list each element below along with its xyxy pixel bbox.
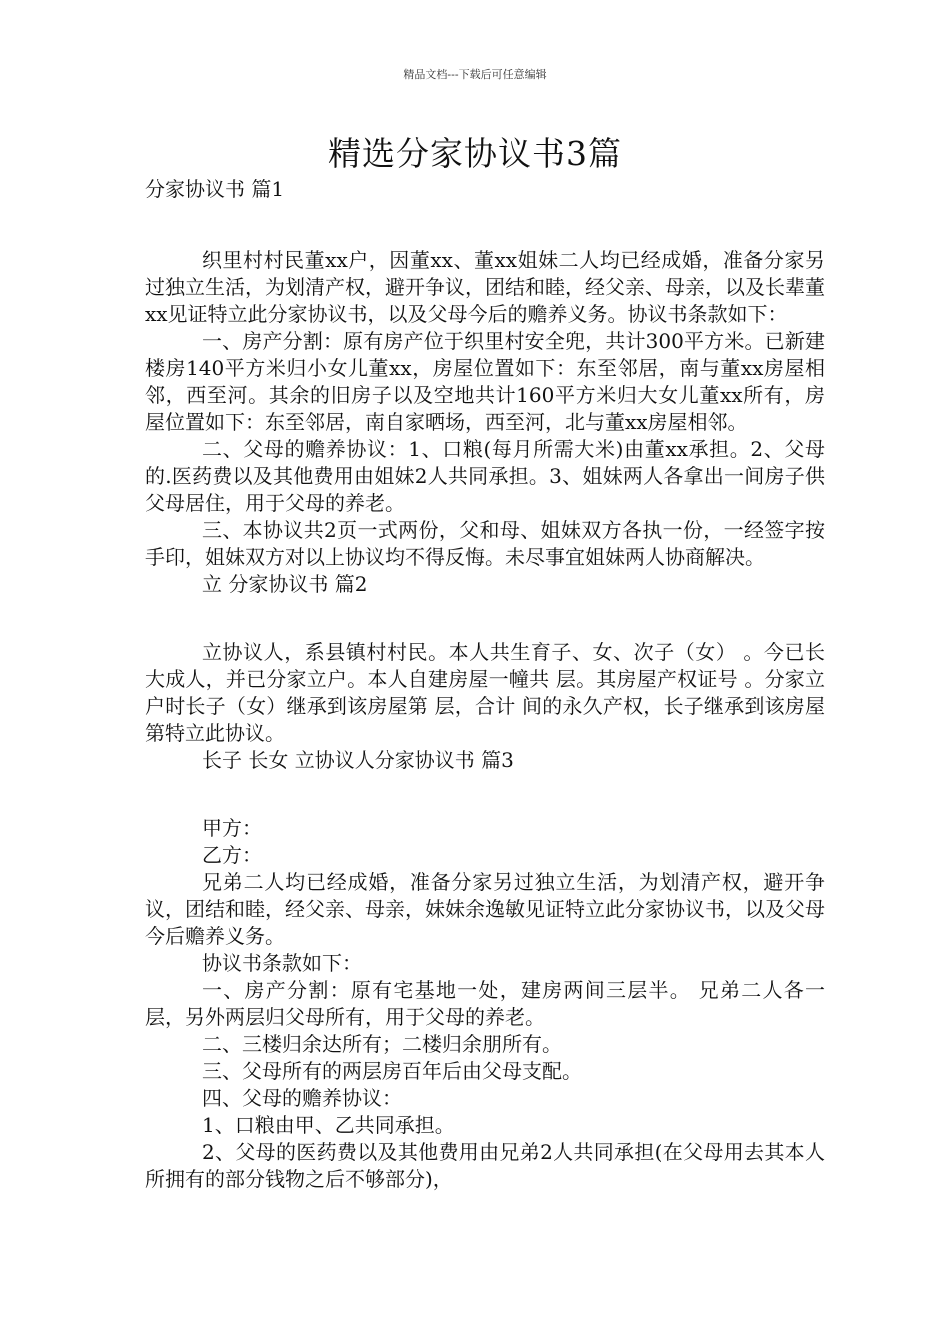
- section-heading-1: 分家协议书 篇1: [145, 177, 285, 201]
- paragraph: 兄弟二人均已经成婚，准备分家另过独立生活，为划清产权，避开争议，团结和睦，经父亲、母亲，妹妹余逸敏见证特立此分家协议书，以及父母今后赡养义务。: [145, 870, 825, 948]
- paragraph: 立协议人，系县镇村村民。本人共生育子、女、次子（女） 。今已长大成人，并已分家立户。本人自建房屋一幢共 层。其房屋产权证号 。分家立户时长子（女）继承到该房屋第 层，合计 间的永久产权，长子继承到该房屋第特立此协议。: [145, 640, 825, 745]
- section-heading-3: 长子 长女 立协议人分家协议书 篇3: [202, 748, 514, 772]
- document-title: 精选分家协议书3篇: [328, 134, 622, 173]
- paragraph: 2、父母的医药费以及其他费用由兄弟2人共同承担(在父母用去其本人所拥有的部分钱物之后不够部分)，: [145, 1140, 825, 1191]
- paragraph: 三、父母所有的两层房百年后由父母支配。: [202, 1059, 582, 1083]
- party-a-line: 甲方：: [202, 816, 262, 840]
- document-body: [145, 176, 825, 1193]
- paragraph: 二、三楼归余达所有；二楼归余朋所有。: [202, 1032, 562, 1056]
- paragraph: 协议书条款如下：: [202, 951, 362, 975]
- paragraph: 一、房产分割：原有房产位于织里村安全兜，共计300平方米。已新建楼房140平方米归小女儿董xx，房屋位置如下：东至邻居，南与董xx房屋相邻，西至河。其余的旧房子以及空地共计160平方米归大女儿董xx所有，房屋位置如下：东至邻居，南自家晒场，西至河，北与董xx房屋相邻。: [145, 329, 825, 434]
- paragraph: 织里村村民董xx户，因董xx、董xx姐妹二人均已经成婚，准备分家另过独立生活，为划清产权，避开争议，团结和睦，经父亲、母亲，以及长辈董xx见证特立此分家协议书，以及父母今后的赡养义务。协议书条款如下：: [145, 248, 825, 326]
- party-b-line: 乙方：: [202, 843, 262, 867]
- section-heading-2: 立 分家协议书 篇2: [202, 572, 368, 596]
- paragraph: 1、口粮由甲、乙共同承担。: [202, 1113, 455, 1137]
- paragraph: 一、房产分割：原有宅基地一处，建房两间三层半。 兄弟二人各一层，另外两层归父母所有，用于父母的养老。: [145, 978, 825, 1029]
- paragraph: 二、父母的赡养协议：1、口粮(每月所需大米)由董xx承担。2、父母的.医药费以及其他费用由姐妹2人共同承担。3、姐妹两人各拿出一间房子供父母居住，用于父母的养老。: [145, 437, 825, 515]
- paragraph: 四、父母的赡养协议：: [202, 1086, 402, 1110]
- paragraph: 三、本协议共2页一式两份，父和母、姐妹双方各执一份，一经签字按手印，姐妹双方对以上协议均不得反悔。未尽事宜姐妹两人协商解决。: [145, 518, 825, 569]
- header-note: 精品文档---下载后可任意编辑: [403, 68, 547, 81]
